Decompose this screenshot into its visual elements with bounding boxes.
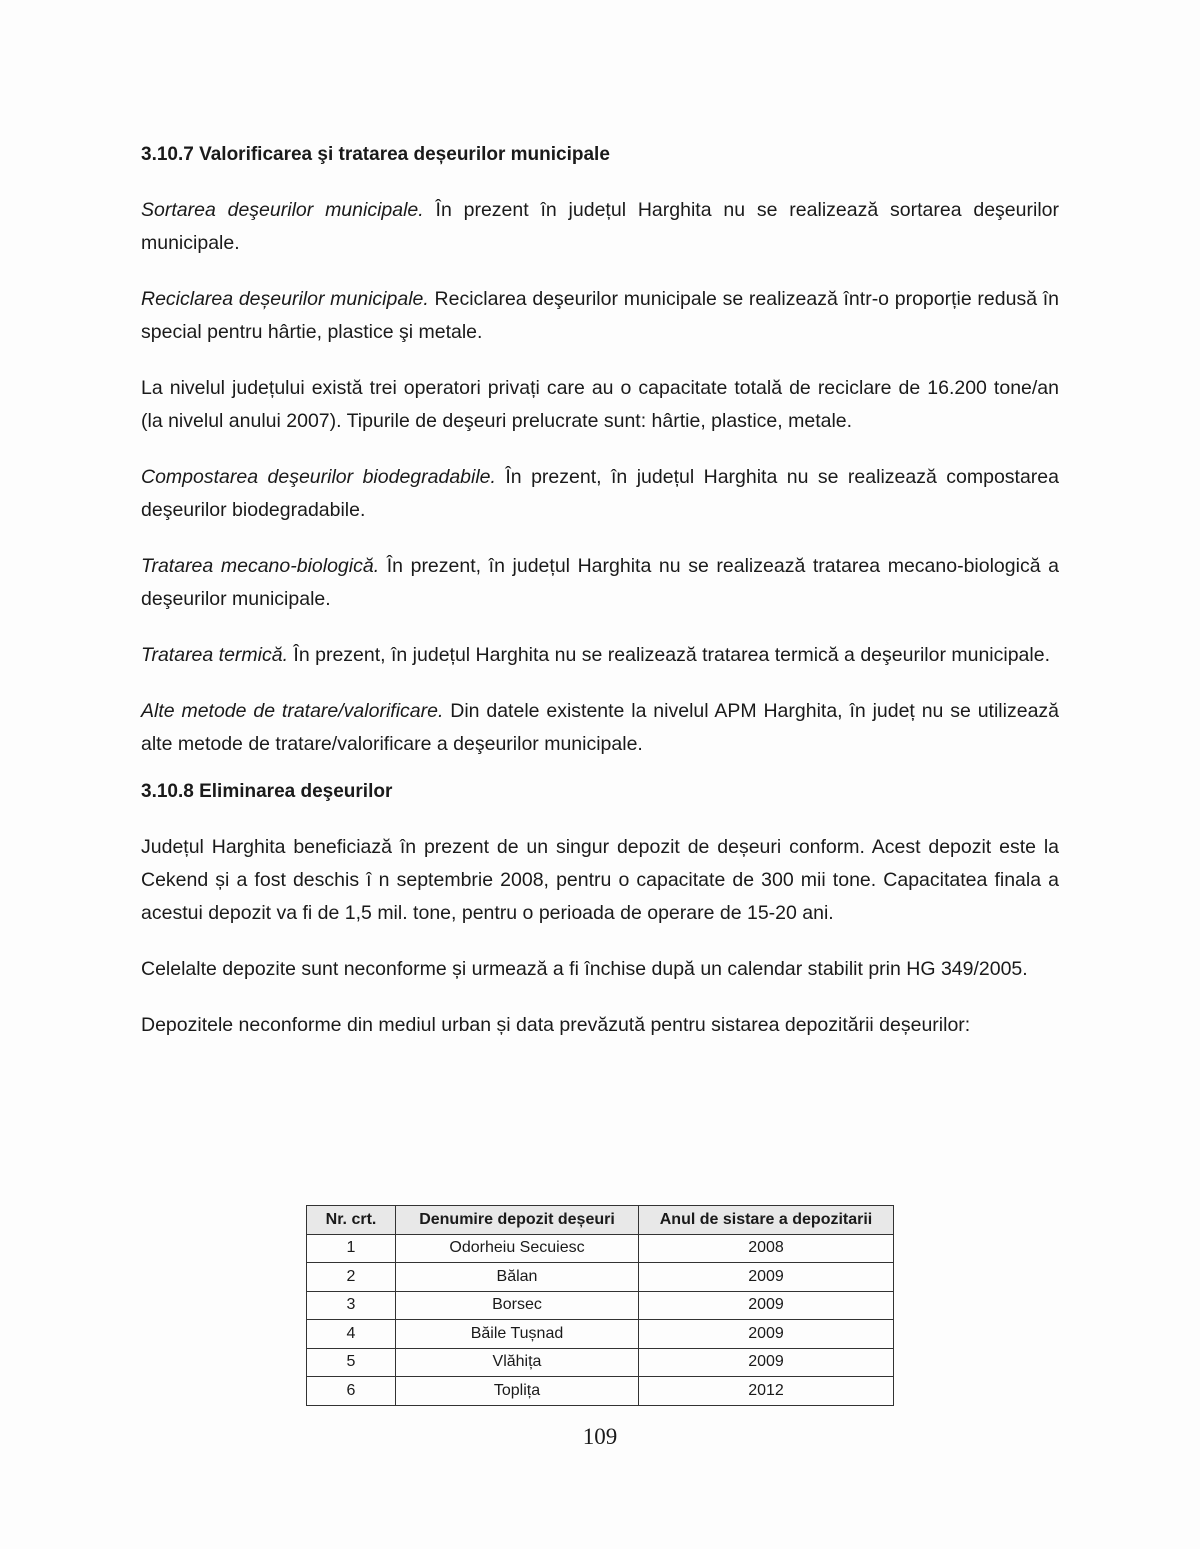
table-row <box>307 1263 894 1292</box>
paragraph-text: La nivelul județului există trei operatori privați care au o capacitate totală de reciclare de 16.200 tone/an (la nivelul anului 2007). Tipurile de deşeuri prelucrate sunt: hârtie, plastice, metale. <box>141 377 1059 432</box>
paragraph-table-intro <box>141 1009 1059 1042</box>
column-header-anul: Anul de sistare a depozitarii <box>639 1206 894 1235</box>
paragraph-lead: Reciclarea deșeurilor municipale. <box>141 288 429 310</box>
cell-denumire: Bălan <box>396 1263 639 1292</box>
paragraph-text: Celelalte depozite sunt neconforme și urmează a fi închise după un calendar stabilit prin HG 349/2005. <box>141 958 1028 980</box>
paragraph-sortarea <box>141 194 1059 260</box>
paragraph-tratarea-termica <box>141 639 1059 672</box>
cell-nr: 4 <box>307 1320 396 1349</box>
cell-anul: 2009 <box>639 1291 894 1320</box>
paragraph-text: În prezent, în județul Harghita nu se realizează tratarea mecano-biologică a deşeurilor municipale. <box>141 555 1059 610</box>
column-header-nr: Nr. crt. <box>307 1206 396 1235</box>
paragraph-text: Reciclarea deşeurilor municipale se realizează într-o proporție redusă în special pentru hârtie, plastice şi metale. <box>141 288 1060 343</box>
cell-nr: 5 <box>307 1348 396 1377</box>
cell-anul: 2012 <box>639 1377 894 1406</box>
cell-nr: 1 <box>307 1234 396 1263</box>
paragraph-lead: Compostarea deşeurilor biodegradabile. <box>141 466 496 488</box>
paragraph-reciclarea <box>141 283 1059 349</box>
cell-nr: 2 <box>307 1263 396 1292</box>
paragraph-depozite-neconforme <box>141 953 1059 986</box>
paragraph-text: În prezent în județul Harghita nu se realizează sortarea deşeurilor municipale. <box>141 199 1059 254</box>
cell-nr: 6 <box>307 1377 396 1406</box>
cell-denumire: Vlăhița <box>396 1348 639 1377</box>
landfill-table <box>306 1205 894 1406</box>
table-row <box>307 1348 894 1377</box>
paragraph-alte-metode <box>141 695 1059 761</box>
paragraph-lead: Alte metode de tratare/valorificare. <box>141 700 444 722</box>
cell-anul: 2008 <box>639 1234 894 1263</box>
table-row <box>307 1291 894 1320</box>
cell-denumire: Băile Tușnad <box>396 1320 639 1349</box>
paragraph-operatori <box>141 372 1059 438</box>
cell-denumire: Toplița <box>396 1377 639 1406</box>
section-heading-3-10-8: 3.10.8 Eliminarea deşeurilor <box>141 781 393 802</box>
document-page <box>141 138 1059 1065</box>
paragraph-mecano-biologica <box>141 550 1059 616</box>
paragraph-compostarea <box>141 461 1059 527</box>
paragraph-depozit-conform <box>141 831 1059 930</box>
table-row <box>307 1377 894 1406</box>
paragraph-text: Din datele existente la nivelul APM Harghita, în județ nu se utilizează alte metode de tratare/valorificare a deşeurilor municipale. <box>141 700 1060 755</box>
paragraph-text: În prezent, în județul Harghita nu se realizează tratarea termică a deşeurilor municipale. <box>288 644 1051 666</box>
cell-anul: 2009 <box>639 1348 894 1377</box>
cell-nr: 3 <box>307 1291 396 1320</box>
paragraph-text: Depozitele neconforme din mediul urban și data prevăzută pentru sistarea depozitării deșeurilor: <box>141 1014 971 1036</box>
page-number: 109 <box>582 1424 618 1449</box>
cell-denumire: Borsec <box>396 1291 639 1320</box>
cell-anul: 2009 <box>639 1263 894 1292</box>
paragraph-text: În prezent, în județul Harghita nu se realizează compostarea deşeurilor biodegradabile. <box>141 466 1059 521</box>
paragraph-text: Județul Harghita beneficiază în prezent de un singur depozit de deșeuri conform. Acest depozit este la Cekend și a fost deschis î n septembrie 2008, pentru o capacitate de 300 mii tone. Capacitatea finala a acestui depozit va fi de 1,5 mil. tone, pentru o perioada de operare de 15-20 ani. <box>141 836 1059 924</box>
paragraph-lead: Tratarea mecano-biologică. <box>141 555 380 577</box>
section-heading-3-10-7: 3.10.7 Valorificarea şi tratarea deșeurilor municipale <box>141 144 610 165</box>
cell-anul: 2009 <box>639 1320 894 1349</box>
paragraph-lead: Sortarea deşeurilor municipale. <box>141 199 424 221</box>
column-header-denumire: Denumire depozit deșeuri <box>396 1206 639 1235</box>
table-row <box>307 1320 894 1349</box>
table-header-row <box>307 1206 894 1235</box>
table-row <box>307 1234 894 1263</box>
cell-denumire: Odorheiu Secuiesc <box>396 1234 639 1263</box>
paragraph-lead: Tratarea termică. <box>141 644 289 666</box>
